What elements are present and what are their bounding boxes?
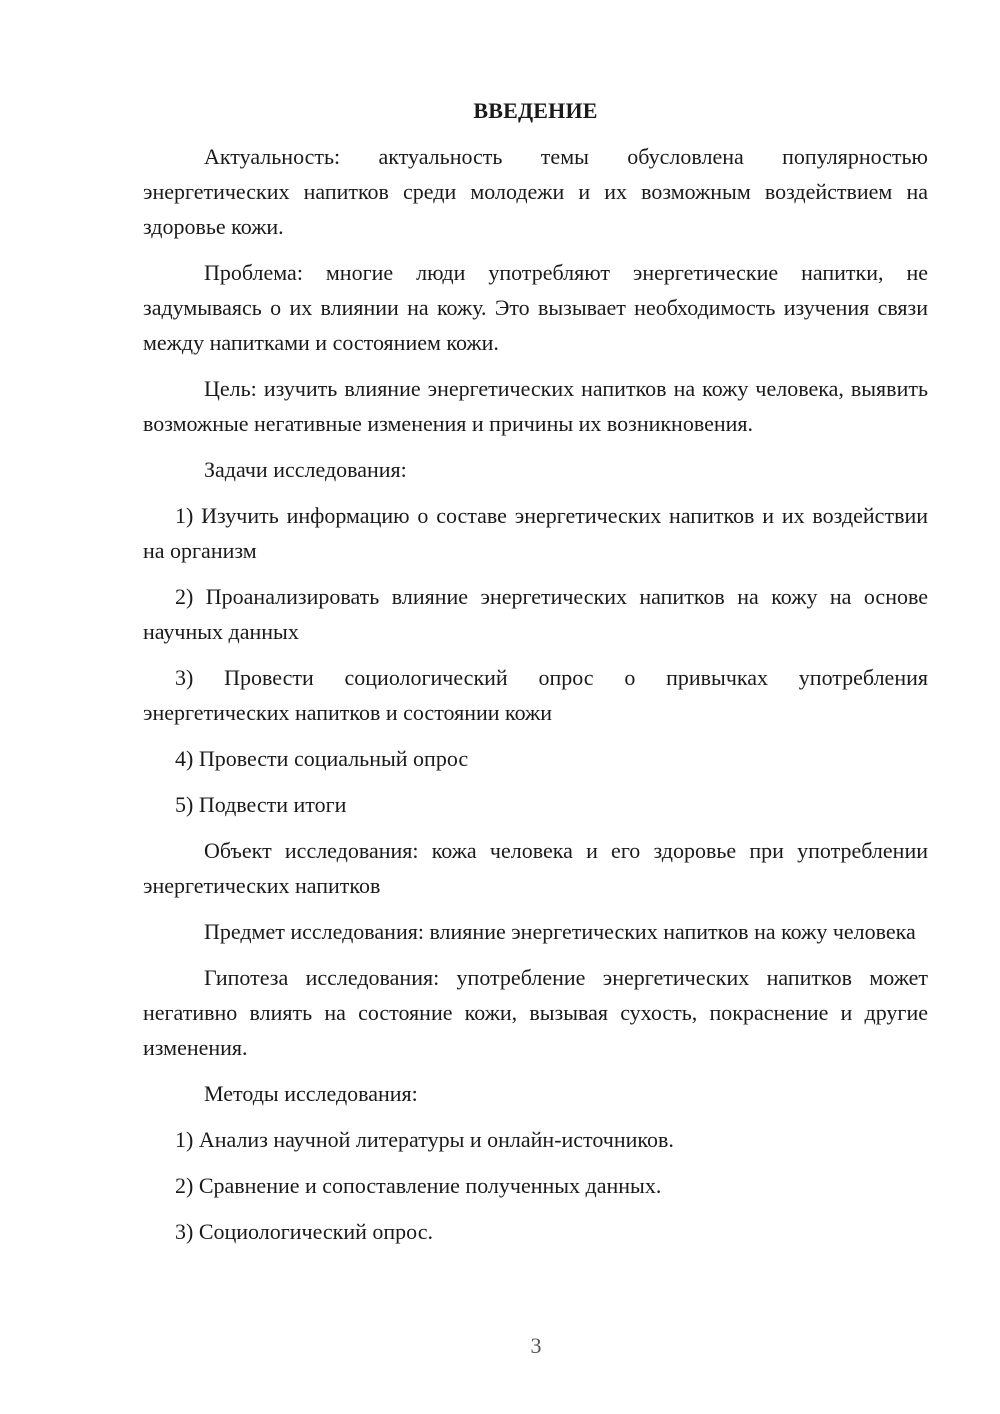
page-number: 3 (530, 1333, 542, 1358)
paragraph-problem: Проблема: многие люди употребляют энергетические напитки, не задумываясь о их влиянии на кожу. Это вызывает необходимость изучения связи между напитками и состоянием кожи. (143, 260, 928, 355)
list-item-task-3: 3) Провести социологический опрос о привычках употребления энергетических напитков и состоянии кожи (143, 665, 928, 725)
paragraph-hypothesis: Гипотеза исследования: употребление энергетических напитков может негативно влиять на состояние кожи, вызывая сухость, покраснение и другие изменения. (143, 965, 928, 1060)
paragraph-goal: Цель: изучить влияние энергетических напитков на кожу человека, выявить возможные негативные изменения и причины их возникновения. (143, 376, 928, 436)
paragraph-object: Объект исследования: кожа человека и его здоровье при употреблении энергетических напитков (143, 838, 928, 898)
paragraph-subject: Предмет исследования: влияние энергетических напитков на кожу человека (204, 919, 916, 944)
section-title: ВВЕДЕНИЕ (473, 98, 598, 123)
paragraph-relevance: Актуальность: актуальность темы обусловлена популярностью энергетических напитков среди молодежи и их возможным воздействием на здоровье кожи. (143, 144, 928, 239)
list-item-method-1: 1) Анализ научной литературы и онлайн-источников. (175, 1127, 674, 1152)
page-content (143, 94, 928, 1260)
list-item-method-2: 2) Сравнение и сопоставление полученных данных. (175, 1173, 662, 1198)
list-item-method-3: 3) Социологический опрос. (175, 1219, 433, 1244)
list-item-task-4: 4) Провести социальный опрос (175, 746, 469, 771)
list-item-task-1: 1) Изучить информацию о составе энергетических напитков и их воздействии на организм (143, 503, 928, 563)
list-item-task-2: 2) Проанализировать влияние энергетических напитков на кожу на основе научных данных (143, 584, 928, 644)
list-item-task-5: 5) Подвести итоги (175, 792, 347, 817)
paragraph-tasks-heading: Задачи исследования: (204, 457, 407, 482)
paragraph-methods-heading: Методы исследования: (204, 1081, 418, 1106)
